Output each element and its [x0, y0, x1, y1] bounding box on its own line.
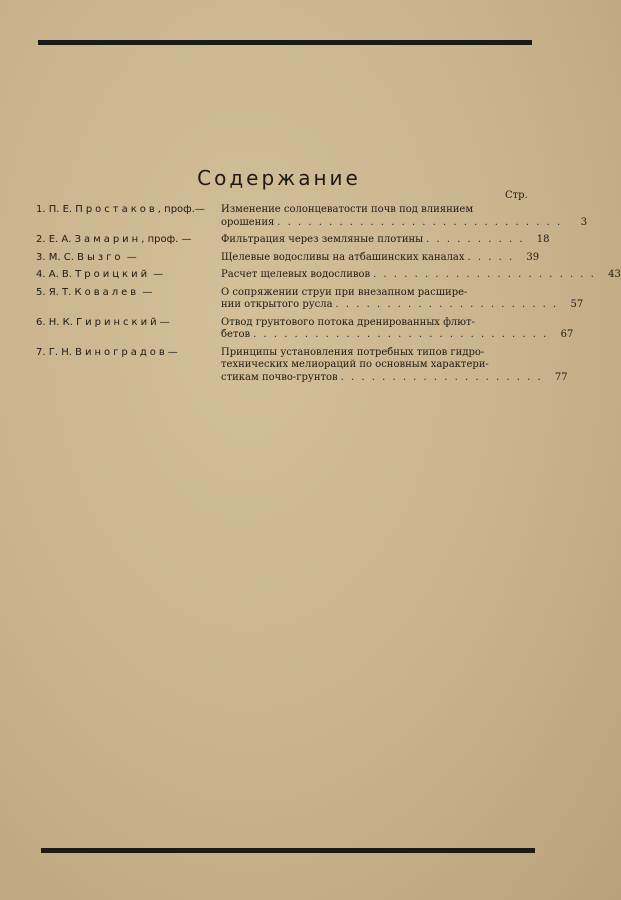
- bottom-rule: [41, 848, 535, 853]
- toc-entry-1: 1. П. Е. Простаков, проф.— Изменение солонцеватости почв под влиянием орошения . . . . . . . . . . . . . . . . . . . . . . . . . . . . 3: [36, 204, 588, 228]
- toc-page-number: 67: [560, 329, 574, 340]
- toc-author: 7. Г. Н. Виноградов—: [36, 346, 178, 358]
- toc-title-line: нии открытого русла: [221, 299, 333, 310]
- toc-entry-6: 6. Н. К. Гиринский— Отвод грунтового потока дренированных флют- бетов . . . . . . . . . . . . . . . . . . . . . . . . . . . . . 67: [36, 316, 574, 340]
- page-column-label: Стр.: [505, 190, 528, 201]
- toc-title-line: Изменение солонцеватости почв под влиянием: [221, 204, 474, 215]
- toc-page-number: 77: [554, 371, 568, 383]
- toc-author: 5. Я. Т. Ковалев —: [36, 286, 153, 298]
- toc-author: 4. А. В. Троицкий —: [36, 269, 164, 280]
- page-title: Содержание: [197, 166, 361, 190]
- toc-entry-5: 5. Я. Т. Ковалев — О сопряжении струи при внезапном расшире- нии открытого русла . . . . . . . . . . . . . . . . . . . . . . 57: [36, 286, 584, 310]
- toc-title-line: О сопряжении струи при внезапном расшире-: [221, 286, 468, 298]
- toc-page-number: 18: [536, 234, 550, 245]
- toc-title-line: стикам почво-грунтов: [221, 371, 338, 383]
- toc-author: 6. Н. К. Гиринский—: [36, 316, 170, 328]
- toc-author: 2. Е. А. Замарин, проф. —: [36, 234, 192, 245]
- toc-entry-2: 2. Е. А. Замарин, проф. — Фильтрация через земляные плотины . . . . . . . . . . 18: [36, 234, 550, 245]
- top-rule: [38, 40, 532, 45]
- toc-page-number: 39: [526, 251, 540, 263]
- toc-entry-7: 7. Г. Н. Виноградов— Принципы установления потребных типов гидро- технических мелиораций по основным характери- стикам почво-грунтов . . . . . . . . . . . . . . . . . . . . 77: [36, 346, 568, 383]
- toc-title-line: Фильтрация через земляные плотины: [221, 234, 424, 245]
- toc-page-number: 57: [570, 299, 584, 310]
- toc-page-number: 43: [608, 269, 621, 280]
- toc-title-line: орошения: [221, 216, 275, 228]
- toc-title-line: Расчет щелевых водосливов: [221, 269, 371, 280]
- toc-title-line: Щелевые водосливы на атбашинских каналах: [221, 251, 465, 263]
- toc-title-line: Отвод грунтового потока дренированных флют-: [221, 316, 475, 328]
- toc-title-line: Принципы установления потребных типов гидро-: [221, 346, 485, 358]
- toc-title-line: технических мелиораций по основным характери-: [221, 359, 489, 370]
- table-of-contents: [36, 204, 621, 389]
- toc-page-number: 3: [580, 216, 588, 228]
- toc-author: 3. М. С. Вызго —: [36, 251, 137, 263]
- toc-entry-3: 3. М. С. Вызго — Щелевые водосливы на атбашинских каналах . . . . . 39: [36, 251, 540, 263]
- toc-author: 1. П. Е. Простаков, проф.—: [36, 204, 205, 215]
- toc-title-line: бетов: [221, 329, 251, 340]
- toc-entry-4: 4. А. В. Троицкий — Расчет щелевых водосливов . . . . . . . . . . . . . . . . . . . . . . 43: [36, 269, 621, 280]
